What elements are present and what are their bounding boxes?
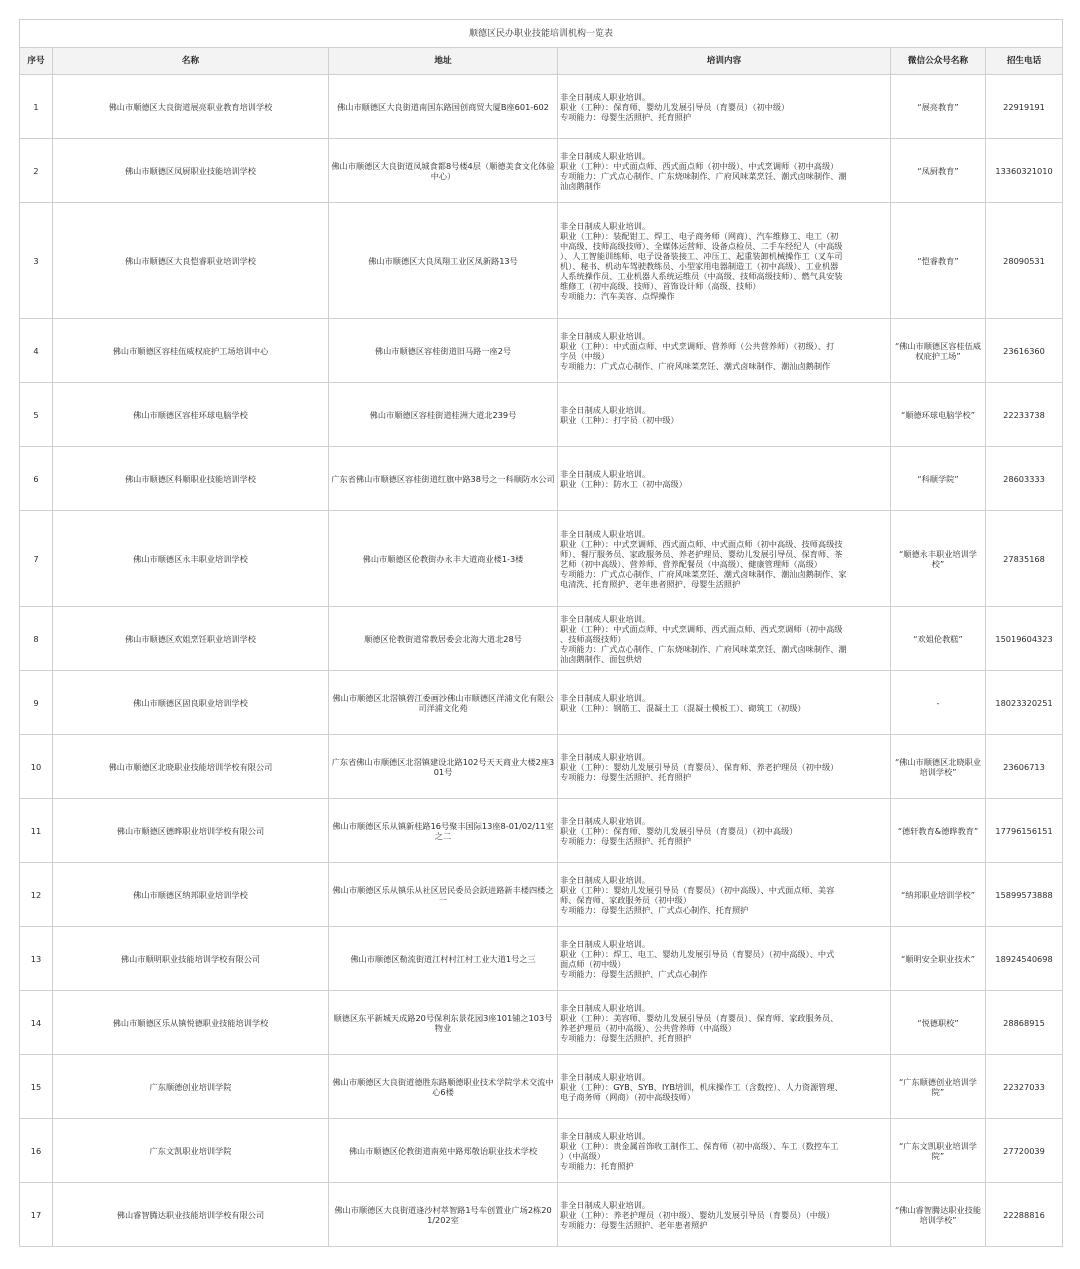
wechat-account: “凤厨教育” xyxy=(891,139,986,203)
table-row xyxy=(20,799,1063,863)
training-content-line: 职业（工种）：保育师、婴幼儿发展引导员（育婴员）（初中高级） xyxy=(560,825,798,836)
table-title: 顺德区民办职业技能培训机构一览表 xyxy=(20,20,1063,48)
row-number: 15 xyxy=(20,1055,53,1119)
enrollment-phone: 28868915 xyxy=(986,991,1063,1055)
institution-address: 广东省佛山市顺德区容桂街道红旗中路38号之一科顺防水公司 xyxy=(329,447,558,511)
wechat-account: “佛山睿智腾达职业技能培训学校” xyxy=(891,1183,986,1247)
wechat-account: “纳邦职业培训学校” xyxy=(891,863,986,927)
training-content-line: 专项能力：母婴生活照护、广式点心制作 xyxy=(560,968,708,979)
training-content-line: 、技师高级技师） xyxy=(560,633,626,644)
wechat-account: “展亮教育” xyxy=(891,75,986,139)
wechat-account: “顺德永丰职业培训学校” xyxy=(891,511,986,607)
header-wechat: 微信公众号名称 xyxy=(891,48,986,75)
enrollment-phone: 28603333 xyxy=(986,447,1063,511)
training-content-line: 非全日制成人职业培训。 xyxy=(560,874,651,885)
training-content-line: 非全日制成人职业培训。 xyxy=(560,751,651,762)
enrollment-phone: 23616360 xyxy=(986,319,1063,383)
training-content-line: 专项能力：母婴生活照护、广式点心制作、托育照护 xyxy=(560,904,749,915)
row-number: 1 xyxy=(20,75,53,139)
institution-address: 佛山市顺德区容桂街道桂洲大道北239号 xyxy=(329,383,558,447)
training-content-line: 人系统操作员、工业机器人系统运维员（中高级、技师高级技师）、燃气具安装 xyxy=(560,270,843,281)
wechat-account: “广东顺德创业培训学院” xyxy=(891,1055,986,1119)
enrollment-phone: 15899573888 xyxy=(986,863,1063,927)
wechat-account: “悦德职校” xyxy=(891,991,986,1055)
institution-name: 广东顺德创业培训学院 xyxy=(53,1055,329,1119)
training-content xyxy=(558,447,891,511)
training-content-line: 职业（工种）：装配钳工、焊工、电子商务师（网商）、汽车维修工、电工（初 xyxy=(560,230,839,241)
institution-address: 佛山市顺德区大良街道逢沙村萃智路1号车创置业广场2栋201/202室 xyxy=(329,1183,558,1247)
training-content-line: 专项能力：广式点心制作、广东烧味制作、广府风味菜烹饪、潮式卤味制作、潮 xyxy=(560,170,847,181)
table-row xyxy=(20,1119,1063,1183)
training-content xyxy=(558,607,891,671)
training-content-line: 专项能力：母婴生活照护、托育照护 xyxy=(560,771,692,782)
training-content-line: 非全日制成人职业培训。 xyxy=(560,1071,651,1082)
training-content-line: 非全日制成人职业培训。 xyxy=(560,1002,651,1013)
training-content-line: ）（中高级） xyxy=(560,1150,606,1161)
training-content-line: 电子商务师（网商）（初中高级技师） xyxy=(560,1091,696,1102)
training-content-line: 职业（工种）：美容师、婴幼儿发展引导员（育婴员）、保育师、家政服务员、 xyxy=(560,1012,839,1023)
enrollment-phone: 18924540698 xyxy=(986,927,1063,991)
training-content-line: 非全日制成人职业培训。 xyxy=(560,404,651,415)
training-content-line: 职业（工种）：中式面点师、中式烹调师、营养师（公共营养师）（初级）、打 xyxy=(560,340,835,351)
table-row xyxy=(20,863,1063,927)
institution-name: 佛山市顺德区凤厨职业技能培训学校 xyxy=(53,139,329,203)
training-content-line: 非全日制成人职业培训。 xyxy=(560,1199,651,1210)
enrollment-phone: 22327033 xyxy=(986,1055,1063,1119)
training-content-line: 职业（工种）：保育师、婴幼儿发展引导员（育婴员）（初中级） xyxy=(560,101,790,112)
training-content-line: 字员（中级） xyxy=(560,350,610,361)
institution-name: 佛山市顺德区乐从镇悦德职业技能培训学校 xyxy=(53,991,329,1055)
row-number: 10 xyxy=(20,735,53,799)
institution-name: 佛山市顺德区欢姐烹饪职业培训学校 xyxy=(53,607,329,671)
wechat-account: “广东文凯职业培训学院” xyxy=(891,1119,986,1183)
table-row xyxy=(20,447,1063,511)
table-row xyxy=(20,203,1063,319)
training-content xyxy=(558,1119,891,1183)
enrollment-phone: 22919191 xyxy=(986,75,1063,139)
table-row xyxy=(20,511,1063,607)
training-content-line: 专项能力：托育照护 xyxy=(560,1160,634,1171)
training-content xyxy=(558,511,891,607)
institution-name: 佛山市顺明职业技能培训学校有限公司 xyxy=(53,927,329,991)
training-content xyxy=(558,139,891,203)
header-no: 序号 xyxy=(20,48,53,75)
table-row xyxy=(20,671,1063,735)
institution-name: 佛山市顺德区固良职业培训学校 xyxy=(53,671,329,735)
header-name: 名称 xyxy=(53,48,329,75)
table-row xyxy=(20,383,1063,447)
training-content-line: 电清洗、托育照护、老年患者照护、母婴生活照护 xyxy=(560,578,741,589)
training-content-line: 非全日制成人职业培训。 xyxy=(560,938,651,949)
training-content-line: 师）、餐厅服务员、家政服务员、养老护理员、婴幼儿发展引导员、保育师、茶 xyxy=(560,548,843,559)
wechat-account: “德轩教育&德晔教育” xyxy=(891,799,986,863)
table-row xyxy=(20,927,1063,991)
training-content-line: 专项能力：母婴生活照护、托育照护 xyxy=(560,111,692,122)
institution-address: 佛山市顺德区乐从镇乐从社区居民委员会跃进路新丰楼四楼之一 xyxy=(329,863,558,927)
training-content-line: 专项能力：广式点心制作、广府风味菜烹饪、潮式卤味制作、潮汕卤鹅制作 xyxy=(560,360,831,371)
row-number: 5 xyxy=(20,383,53,447)
enrollment-phone: 13360321010 xyxy=(986,139,1063,203)
institution-address: 佛山市顺德区大良街道德胜东路顺德职业技术学院学术交流中心6楼 xyxy=(329,1055,558,1119)
institution-address: 佛山市顺德区勒流街道江村村江村工业大道1号之三 xyxy=(329,927,558,991)
enrollment-phone: 22288816 xyxy=(986,1183,1063,1247)
row-number: 14 xyxy=(20,991,53,1055)
institution-name: 佛山睿智腾达职业技能培训学校有限公司 xyxy=(53,1183,329,1247)
institution-name: 佛山市顺德区容桂环球电脑学校 xyxy=(53,383,329,447)
training-content-line: 职业（工种）：婴幼儿发展引导员（育婴员）（初中高级）、中式面点师、美容 xyxy=(560,884,835,895)
training-content-line: 艺师（初中高级）、营养师、营养配餐员（中高级）、健康管理师（高级） xyxy=(560,558,822,569)
training-content xyxy=(558,1183,891,1247)
training-content xyxy=(558,203,891,319)
training-content-line: 非全日制成人职业培训。 xyxy=(560,468,651,479)
institution-name: 佛山市顺德区北晓职业技能培训学校有限公司 xyxy=(53,735,329,799)
header-content: 培训内容 xyxy=(558,48,891,75)
row-number: 2 xyxy=(20,139,53,203)
table-row xyxy=(20,75,1063,139)
table-row xyxy=(20,1055,1063,1119)
enrollment-phone: 15019604323 xyxy=(986,607,1063,671)
training-content-line: 机）、秘书、机动车驾驶教练员、小型家用电器制造工（初中高级）、工业机器 xyxy=(560,260,839,271)
enrollment-phone: 23606713 xyxy=(986,735,1063,799)
training-content-line: 职业（工种）：贵金属首饰收工制作工、保育师（初中高级）、车工（数控车工 xyxy=(560,1140,839,1151)
wechat-account: “顺德环球电脑学校” xyxy=(891,383,986,447)
enrollment-phone: 28090531 xyxy=(986,203,1063,319)
institution-address: 顺德区东平新城天成路20号保利东景花园3座101铺之103号物业 xyxy=(329,991,558,1055)
training-content-line: 专项能力：广式点心制作、广东烧味制作、广府风味菜烹饪、潮式卤味制作、潮 xyxy=(560,643,847,654)
table-row xyxy=(20,991,1063,1055)
training-content-line: 非全日制成人职业培训。 xyxy=(560,220,651,231)
institution-address: 佛山市顺德区大良凤翔工业区凤新路13号 xyxy=(329,203,558,319)
institution-address: 佛山市顺德区大良街道凤城食都8号楼4层（顺德美食文化体验中心） xyxy=(329,139,558,203)
training-content-line: 汕卤鹅制作、面包烘焙 xyxy=(560,653,642,664)
training-content-line: 非全日制成人职业培训。 xyxy=(560,91,651,102)
header-phone: 招生电话 xyxy=(986,48,1063,75)
training-content-line: 非全日制成人职业培训。 xyxy=(560,692,651,703)
training-content-line: 职业（工种）：防水工（初中高级） xyxy=(560,478,687,489)
wechat-account: “恺睿教育” xyxy=(891,203,986,319)
institution-address: 佛山市顺德区伦教街道南苑中路郑敬诒职业技术学校 xyxy=(329,1119,558,1183)
wechat-account: “顺明安全职业技术” xyxy=(891,927,986,991)
table-row xyxy=(20,139,1063,203)
row-number: 16 xyxy=(20,1119,53,1183)
training-content xyxy=(558,991,891,1055)
institution-address: 佛山市顺德区乐从镇新桂路16号聚丰国际13座8-01/02/11室之二 xyxy=(329,799,558,863)
training-content-line: 职业（工种）：中式烹调师、西式面点师、中式面点师（初中高级、技师高级技 xyxy=(560,538,843,549)
institution-name: 佛山市顺德区科顺职业技能培训学校 xyxy=(53,447,329,511)
table-row xyxy=(20,319,1063,383)
training-content-line: 非全日制成人职业培训。 xyxy=(560,1130,651,1141)
training-content xyxy=(558,863,891,927)
row-number: 6 xyxy=(20,447,53,511)
enrollment-phone: 22233738 xyxy=(986,383,1063,447)
training-content-line: 职业（工种）：中式面点师、西式面点师（初中级）、中式烹调师（初中高级） xyxy=(560,160,839,171)
table-row xyxy=(20,1183,1063,1247)
training-content-line: 维修工（初中高级、技师）、首饰设计师（高级、技师） xyxy=(560,280,761,291)
enrollment-phone: 27835168 xyxy=(986,511,1063,607)
wechat-account: “佛山市顺德区容桂伍威权庇护工场” xyxy=(891,319,986,383)
training-content xyxy=(558,319,891,383)
institution-name: 广东文凯职业培训学院 xyxy=(53,1119,329,1183)
training-content-line: 职业（工种）：婴幼儿发展引导员（育婴员）、保育师、养老护理员（初中级） xyxy=(560,761,839,772)
enrollment-phone: 17796156151 xyxy=(986,799,1063,863)
training-content-line: 师、保育师、家政服务员（初中级） xyxy=(560,894,692,905)
institution-name: 佛山市顺德区大良恺睿职业培训学校 xyxy=(53,203,329,319)
training-content-line: 面点师（初中级） xyxy=(560,958,626,969)
row-number: 3 xyxy=(20,203,53,319)
training-content-line: 职业（工种）：焊工、电工、婴幼儿发展引导员（育婴员）（初中高级）、中式 xyxy=(560,948,835,959)
training-content xyxy=(558,735,891,799)
training-content xyxy=(558,1055,891,1119)
institution-name: 佛山市顺德区纳邦职业培训学校 xyxy=(53,863,329,927)
wechat-account: “科顺学院” xyxy=(891,447,986,511)
training-content-line: 非全日制成人职业培训。 xyxy=(560,613,651,624)
institution-table xyxy=(19,19,1063,1247)
row-number: 8 xyxy=(20,607,53,671)
training-content-line: 非全日制成人职业培训。 xyxy=(560,150,651,161)
training-content-line: 非全日制成人职业培训。 xyxy=(560,528,651,539)
institution-address: 广东省佛山市顺德区北滘镇建设北路102号天天商业大楼2座301号 xyxy=(329,735,558,799)
institution-address: 佛山市顺德区大良街道南国东路国创商贸大厦B座601-602 xyxy=(329,75,558,139)
training-content xyxy=(558,799,891,863)
wechat-account: “欢姐伦教糕” xyxy=(891,607,986,671)
training-content-line: 职业（工种）：GYB、SYB、IYB培训，机床操作工（含数控）、人力资源管理、 xyxy=(560,1081,843,1092)
enrollment-phone: 27720039 xyxy=(986,1119,1063,1183)
training-content-line: 专项能力：母婴生活照护、托育照护 xyxy=(560,1032,692,1043)
row-number: 9 xyxy=(20,671,53,735)
header-address: 地址 xyxy=(329,48,558,75)
training-content-line: 职业（工种）：钢筋工、混凝土工（混凝土模板工）、砌筑工（初级） xyxy=(560,702,806,713)
institution-name: 佛山市顺德区德晔职业培训学校有限公司 xyxy=(53,799,329,863)
training-content xyxy=(558,383,891,447)
row-number: 13 xyxy=(20,927,53,991)
wechat-account: - xyxy=(891,671,986,735)
training-content-line: 中高级、技师高级技师）、全媒体运营师、设备点检员、二手车经纪人（中高级 xyxy=(560,240,843,251)
training-content-line: 专项能力：汽车美容、点焊操作 xyxy=(560,290,675,301)
row-number: 12 xyxy=(20,863,53,927)
training-content-line: 职业（工种）：中式面点师、中式烹调师、西式面点师、西式烹调师（初中高级 xyxy=(560,623,843,634)
wechat-account: “佛山市顺德区北晓职业培训学校” xyxy=(891,735,986,799)
institution-address: 顺德区伦教街道常教居委会北海大道北28号 xyxy=(329,607,558,671)
table-row xyxy=(20,735,1063,799)
institution-address: 佛山市顺德区北滘镇碧江委画沙佛山市顺德区洋浦文化有限公司洋浦文化苑 xyxy=(329,671,558,735)
row-number: 7 xyxy=(20,511,53,607)
training-content-line: 汕卤鹅制作 xyxy=(560,180,601,191)
enrollment-phone: 18023320251 xyxy=(986,671,1063,735)
institution-name: 佛山市顺德区容桂伍威权庇护工场培训中心 xyxy=(53,319,329,383)
training-content-line: 职业（工种）：打字员（初中级） xyxy=(560,414,679,425)
training-content xyxy=(558,671,891,735)
training-content-line: 养老护理员（初中高级）、公共营养师（中高级） xyxy=(560,1022,737,1033)
training-content-line: 职业（工种）：养老护理员（初中级）、婴幼儿发展引导员（育婴员）（中级） xyxy=(560,1209,835,1220)
institution-address: 佛山市顺德区容桂街道旧马路一座2号 xyxy=(329,319,558,383)
training-content-line: 专项能力：广式点心制作、广府风味菜烹饪、潮式卤味制作、潮汕卤鹅制作、家 xyxy=(560,568,847,579)
institution-name: 佛山市顺德区永丰职业培训学校 xyxy=(53,511,329,607)
document-page xyxy=(19,19,1062,1247)
training-content-line: 非全日制成人职业培训。 xyxy=(560,330,651,341)
table-row xyxy=(20,607,1063,671)
training-content-line: ）、人工智能训练师、电子设备装接工、冲压工、起重装卸机械操作工（叉车司 xyxy=(560,250,843,261)
training-content xyxy=(558,927,891,991)
training-content-line: 专项能力：母婴生活照护、托育照护 xyxy=(560,835,692,846)
training-content-line: 非全日制成人职业培训。 xyxy=(560,815,651,826)
row-number: 11 xyxy=(20,799,53,863)
row-number: 4 xyxy=(20,319,53,383)
row-number: 17 xyxy=(20,1183,53,1247)
institution-address: 佛山市顺德区伦教街办永丰大道商业楼1-3楼 xyxy=(329,511,558,607)
training-content-line: 专项能力：母婴生活照护、老年患者照护 xyxy=(560,1219,708,1230)
training-content xyxy=(558,75,891,139)
institution-name: 佛山市顺德区大良街道展亮职业教育培训学校 xyxy=(53,75,329,139)
